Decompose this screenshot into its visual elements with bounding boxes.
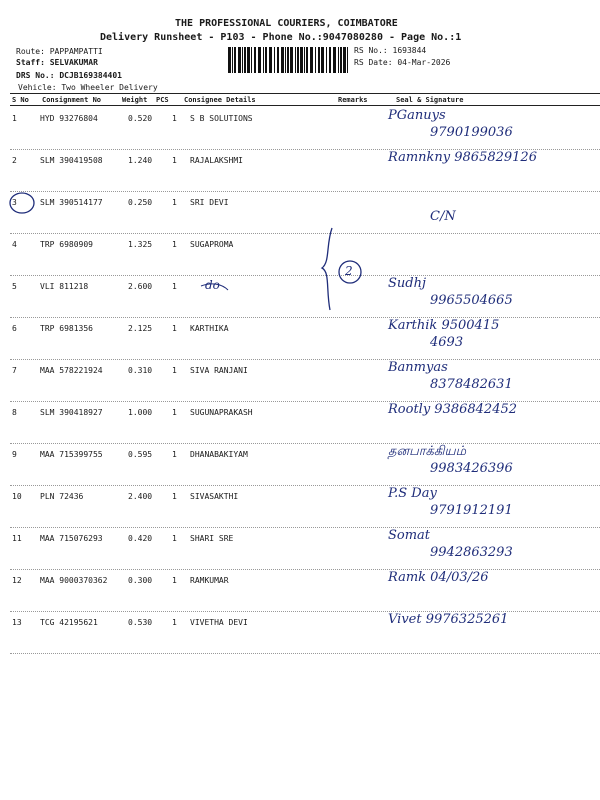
- col-consignment: Consignment No: [42, 96, 102, 104]
- row-consignment-no: MAA 578221924: [40, 366, 103, 375]
- staff-label: Staff: SELVAKUMAR: [16, 58, 98, 67]
- row-pcs: 1: [172, 240, 177, 249]
- signature-line-2: 8378482631: [430, 377, 513, 392]
- row-weight: 0.250: [128, 198, 153, 207]
- row-sno: 1: [12, 114, 17, 123]
- signature-line-1: Ramk 04/03/26: [388, 570, 489, 585]
- row-separator: [10, 653, 600, 654]
- row-weight: 2.400: [128, 492, 153, 501]
- header-rule-top: [10, 93, 600, 94]
- row-consignment-no: TCG 42195621: [40, 618, 98, 627]
- row-consignment-no: TRP 6980909: [40, 240, 93, 249]
- row-consignee: VIVETHA DEVI: [190, 618, 248, 627]
- row-pcs: 1: [172, 576, 177, 585]
- signature-line-1: Karthik 9500415: [388, 318, 500, 333]
- barcode-bar: [242, 47, 243, 73]
- row-pcs: 1: [172, 198, 177, 207]
- table-row: [0, 318, 600, 360]
- row-sno: 2: [12, 156, 17, 165]
- table-row: [0, 486, 600, 528]
- barcode-bar: [347, 47, 348, 73]
- signature-line-2: 9790199036: [430, 125, 513, 140]
- col-seal-signature: Seal & Signature: [396, 96, 464, 104]
- barcode-bar: [343, 47, 346, 73]
- barcode-bar: [234, 47, 236, 73]
- rs-number: RS No.: 1693844: [354, 46, 427, 55]
- signature-line-1: PGanuys: [388, 108, 446, 123]
- row-weight: 0.420: [128, 534, 153, 543]
- barcode-bar: [251, 47, 252, 73]
- barcode-bar: [306, 47, 308, 73]
- row-weight: 2.600: [128, 282, 153, 291]
- row-consignee: SUGAPROMA: [190, 240, 234, 249]
- row-consignee: SRI DEVI: [190, 198, 229, 207]
- row-consignment-no: VLI 811218: [40, 282, 89, 291]
- barcode-bar: [315, 47, 316, 73]
- barcode-bar: [277, 47, 279, 73]
- barcode-bar: [300, 47, 303, 73]
- row-pcs: 1: [172, 492, 177, 501]
- table-row: [0, 108, 600, 150]
- row-consignment-no: PLN 72436: [40, 492, 84, 501]
- row-weight: 1.240: [128, 156, 153, 165]
- drs-number: DRS No.: DCJB169384401: [16, 71, 122, 80]
- row-weight: 0.310: [128, 366, 153, 375]
- barcode-bar: [290, 47, 293, 73]
- signature-line-1: Somat: [388, 528, 431, 543]
- signature-line-2: 9942863293: [430, 545, 513, 560]
- barcode-bar: [297, 47, 299, 73]
- row-weight: 0.300: [128, 576, 153, 585]
- table-row: [0, 444, 600, 486]
- row-sno: 5: [12, 282, 17, 291]
- circled-number-text: 2: [345, 264, 353, 278]
- row-weight: 1.325: [128, 240, 153, 249]
- col-pcs: PCS: [156, 96, 169, 104]
- signature-line-2: 9791912191: [430, 503, 513, 518]
- table-row: [0, 150, 600, 192]
- vehicle-label: Vehicle: Two Wheeler Delivery: [18, 83, 158, 92]
- col-consignee: Consignee Details: [184, 96, 256, 104]
- row-sno: 7: [12, 366, 17, 375]
- barcode-bar: [340, 47, 342, 73]
- barcode-bar: [254, 47, 256, 73]
- rs-date: RS Date: 04-Mar-2026: [354, 58, 451, 67]
- barcode-bar: [287, 47, 289, 73]
- barcode-bar: [338, 47, 339, 73]
- row-sno: 12: [12, 576, 22, 585]
- row-pcs: 1: [172, 366, 177, 375]
- row-consignee: SUGUNAPRAKASH: [190, 408, 253, 417]
- row-consignment-no: MAA 715076293: [40, 534, 103, 543]
- signature-line-1: Ramnkny 9865829126: [388, 150, 537, 165]
- row-consignee: SIVASAKTHI: [190, 492, 239, 501]
- col-sno: S No: [12, 96, 29, 104]
- table-row: [0, 402, 600, 444]
- row-consignment-no: HYD 93276804: [40, 114, 98, 123]
- row-consignment-no: MAA 9000370362: [40, 576, 108, 585]
- row-consignment-no: TRP 6981356: [40, 324, 93, 333]
- barcode-bar: [285, 47, 286, 73]
- signature-line-2: 9983426396: [430, 461, 513, 476]
- row-sno: 9: [12, 450, 17, 459]
- barcode-bar: [258, 47, 261, 73]
- row-consignee: do: [205, 278, 220, 292]
- row-consignee: SHARI SRE: [190, 534, 234, 543]
- row-consignment-no: SLM 390418927: [40, 408, 103, 417]
- row-pcs: 1: [172, 324, 177, 333]
- row-consignee: S B SOLUTIONS: [190, 114, 253, 123]
- signature-line-1: Banmyas: [388, 360, 448, 375]
- barcode-bar: [295, 47, 296, 73]
- barcode-bar: [318, 47, 320, 73]
- row-weight: 0.520: [128, 114, 153, 123]
- row-weight: 0.595: [128, 450, 153, 459]
- table-row: [0, 234, 600, 276]
- row-pcs: 1: [172, 282, 177, 291]
- row-pcs: 1: [172, 618, 177, 627]
- row-sno: 4: [12, 240, 17, 249]
- barcode-bar: [329, 47, 331, 73]
- barcode-bar: [263, 47, 264, 73]
- row-pcs: 1: [172, 114, 177, 123]
- row-sno: 3: [12, 198, 17, 207]
- barcode-bar: [326, 47, 327, 73]
- header-rule-bottom: [10, 105, 600, 106]
- barcode-bar: [244, 47, 246, 73]
- row-pcs: 1: [172, 534, 177, 543]
- row-consignee: KARTHIKA: [190, 324, 229, 333]
- row-consignee: RAJALAKSHMI: [190, 156, 243, 165]
- row-weight: 0.530: [128, 618, 153, 627]
- col-remarks: Remarks: [338, 96, 368, 104]
- signature-line-1: Rootly 9386842452: [388, 402, 518, 417]
- barcode-bar: [265, 47, 267, 73]
- row-sno: 8: [12, 408, 17, 417]
- row-sno: 11: [12, 534, 22, 543]
- signature-line-1: தனபாக்கியம்: [388, 444, 467, 459]
- barcode-bar: [247, 47, 250, 73]
- col-weight: Weight: [122, 96, 148, 104]
- signature-line-2: C/N: [430, 209, 456, 224]
- table-row: [0, 192, 600, 234]
- row-sno: 6: [12, 324, 17, 333]
- barcode-bar: [238, 47, 241, 73]
- row-consignment-no: MAA 715399755: [40, 450, 103, 459]
- signature-line-2: 4693: [430, 335, 464, 350]
- barcode-bar: [269, 47, 272, 73]
- row-consignee: DHANABAKIYAM: [190, 450, 248, 459]
- runsheet-title: Delivery Runsheet - P103 - Phone No.:9047080280 - Page No.:1: [100, 32, 462, 43]
- barcode-bar: [304, 47, 305, 73]
- route-label: Route: PAPPAMPATTI: [16, 47, 103, 56]
- table-row: [0, 612, 600, 654]
- barcode-bar: [333, 47, 336, 73]
- row-weight: 2.125: [128, 324, 153, 333]
- row-consignment-no: SLM 390514177: [40, 198, 103, 207]
- table-row: [0, 528, 600, 570]
- row-consignment-no: SLM 390419508: [40, 156, 103, 165]
- signature-line-1: Sudhj: [388, 276, 427, 291]
- signature-line-2: 9965504665: [430, 293, 513, 308]
- barcode-bar: [274, 47, 275, 73]
- table-row: [0, 360, 600, 402]
- row-sno: 10: [12, 492, 22, 501]
- row-pcs: 1: [172, 156, 177, 165]
- barcode-bar: [321, 47, 324, 73]
- row-consignee: SIVA RANJANI: [190, 366, 248, 375]
- barcode-bar: [310, 47, 313, 73]
- table-row: [0, 570, 600, 612]
- signature-line-1: Vivet 9976325261: [388, 612, 509, 627]
- company-name: THE PROFESSIONAL COURIERS, COIMBATORE: [175, 18, 398, 29]
- row-weight: 1.000: [128, 408, 153, 417]
- barcode-bar: [281, 47, 284, 73]
- row-pcs: 1: [172, 450, 177, 459]
- row-pcs: 1: [172, 408, 177, 417]
- barcode-image: [228, 47, 348, 73]
- row-consignee: RAMKUMAR: [190, 576, 229, 585]
- signature-line-1: P.S Day: [388, 486, 437, 501]
- barcode-bar: [232, 47, 233, 73]
- barcode-bar: [228, 47, 231, 73]
- table-row: [0, 276, 600, 318]
- row-sno: 13: [12, 618, 22, 627]
